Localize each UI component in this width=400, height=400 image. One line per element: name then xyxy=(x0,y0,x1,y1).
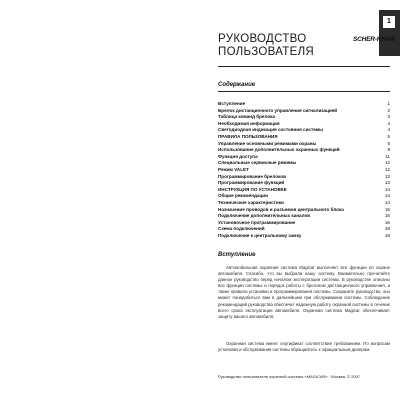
toc-item xyxy=(218,127,390,134)
toc-item-label: Схема подключений xyxy=(218,226,265,232)
toc-item-label: Технические характеристики xyxy=(218,199,284,205)
toc-item-page: 12 xyxy=(384,160,390,166)
intro-paragraph-1: Автомобильная охранная система Magicar выполняет все функции по охране автомобиля. Спасибо, что вы выбрали нашу систему. Внимательно прочитайте данное руководство перед началом эксплуатации системы. В руководстве описаны все функции системы и порядок работы с брелоком дистанционного управления, а также правила установки и программирования системы. Сохраните руководство, оно может понадобиться вам в дальнейшем при обслуживании системы. Соблюдение рекомендаций руководства обеспечит надежную работу охранной системы в течение всего срока эксплуатации автомобиля. Охранная система Magicar обеспечивает защиту вашего автомобиля. xyxy=(218,265,390,319)
toc-item xyxy=(218,187,390,194)
toc-item-label: Брелок дистанционного управления сигнализацией xyxy=(218,107,338,113)
toc-item-page: 4 xyxy=(387,127,390,133)
toc-item-page: 12 xyxy=(384,166,390,172)
toc-item-page: 11 xyxy=(385,153,390,159)
toc-item-page: 14 xyxy=(384,186,390,192)
toc-item-page: 14 xyxy=(384,199,390,205)
toc-item xyxy=(218,147,390,154)
toc-item xyxy=(218,180,390,187)
toc-heading-divider xyxy=(218,91,390,92)
toc-item-label: Назначение проводов и разъемов центрального блока xyxy=(218,206,344,212)
title-line-2: ПОЛЬЗОВАТЕЛЯ xyxy=(218,46,315,58)
toc-item-label: Программирование функций xyxy=(218,180,285,186)
toc-item-label: Вступление xyxy=(218,101,246,106)
page-tab xyxy=(379,10,400,56)
toc-item xyxy=(218,213,390,220)
toc-item xyxy=(218,114,390,121)
toc-item-label: Таблица команд брелока xyxy=(218,114,275,120)
title-divider xyxy=(218,66,390,67)
toc-item xyxy=(218,154,390,161)
toc-item xyxy=(218,101,390,108)
page-tab-number: 1 xyxy=(383,16,395,28)
intro-paragraph-2: Охранная система имеет сертификат соответствия требованиям. По вопросам установки и обслуживания системы обращайтесь к официальным дилерам. xyxy=(218,341,390,353)
toc-item xyxy=(218,174,390,181)
toc-item-page: 8 xyxy=(387,147,390,153)
toc-heading: Содержание xyxy=(218,82,256,88)
toc-item xyxy=(218,233,390,240)
toc-item-label: Специальные сервисные режимы xyxy=(218,160,297,166)
toc-item xyxy=(218,220,390,227)
toc-item xyxy=(218,141,390,148)
toc-item-page: 15 xyxy=(384,206,390,212)
toc-item-page: 1 xyxy=(387,101,390,106)
toc-item xyxy=(218,200,390,207)
intro-heading: Вступление xyxy=(218,252,256,258)
toc-item-page: 14 xyxy=(384,193,390,199)
toc-item xyxy=(218,108,390,115)
toc-item xyxy=(218,134,390,141)
footer-note: Руководство пользователя охранной системы «MAGICAR» · Москва, © 2007 xyxy=(218,374,361,379)
toc-item-page: 13 xyxy=(384,180,390,186)
toc-item-page: 4 xyxy=(387,120,390,126)
toc-item-label: Подключение к центральному замку xyxy=(218,232,302,238)
toc-item-label: Управление основными режимами охраны xyxy=(218,140,317,146)
toc-item-label: Режим VALET xyxy=(218,166,249,172)
toc-item xyxy=(218,167,390,174)
toc-item-page: 13 xyxy=(384,173,390,179)
toc-item-page: 16 xyxy=(384,219,390,225)
toc-item-label: Функция доступа xyxy=(218,153,258,159)
toc-item-page: 16 xyxy=(384,213,390,219)
toc-item-label: Светодиодная индикация состояния системы xyxy=(218,127,324,133)
toc-item-page: 5 xyxy=(387,140,390,146)
toc-item-page: 18 xyxy=(384,226,390,232)
toc-item xyxy=(218,193,390,200)
toc-item-label: Подключение дополнительных каналов xyxy=(218,213,311,219)
toc-item xyxy=(218,226,390,233)
toc-item-label: Программирование брелоков xyxy=(218,173,286,179)
title-line-1: РУКОВОДСТВО xyxy=(218,33,307,45)
toc-item-page: 5 xyxy=(387,133,390,139)
toc-item-label: ИНСТРУКЦИЯ ПО УСТАНОВКЕ xyxy=(218,186,287,192)
toc-item-label: Общие рекомендации xyxy=(218,193,268,199)
toc-item-page: 3 xyxy=(387,114,390,120)
toc-item-label: Установочное программирование xyxy=(218,219,296,225)
toc-item-page: 19 xyxy=(384,232,390,238)
toc-item xyxy=(218,160,390,167)
document-title xyxy=(218,33,314,59)
toc-list xyxy=(218,101,390,239)
brand-logo: SCHER-KHAN xyxy=(353,36,395,43)
toc-item-label: Использование дополнительных охранных функций xyxy=(218,147,340,153)
toc-item-page: 2 xyxy=(387,107,390,113)
toc-item xyxy=(218,207,390,214)
toc-item-label: Необходимая информация xyxy=(218,120,280,126)
toc-item-label: ПРАВИЛА ПОЛЬЗОВАНИЯ xyxy=(218,133,278,139)
toc-item xyxy=(218,121,390,128)
